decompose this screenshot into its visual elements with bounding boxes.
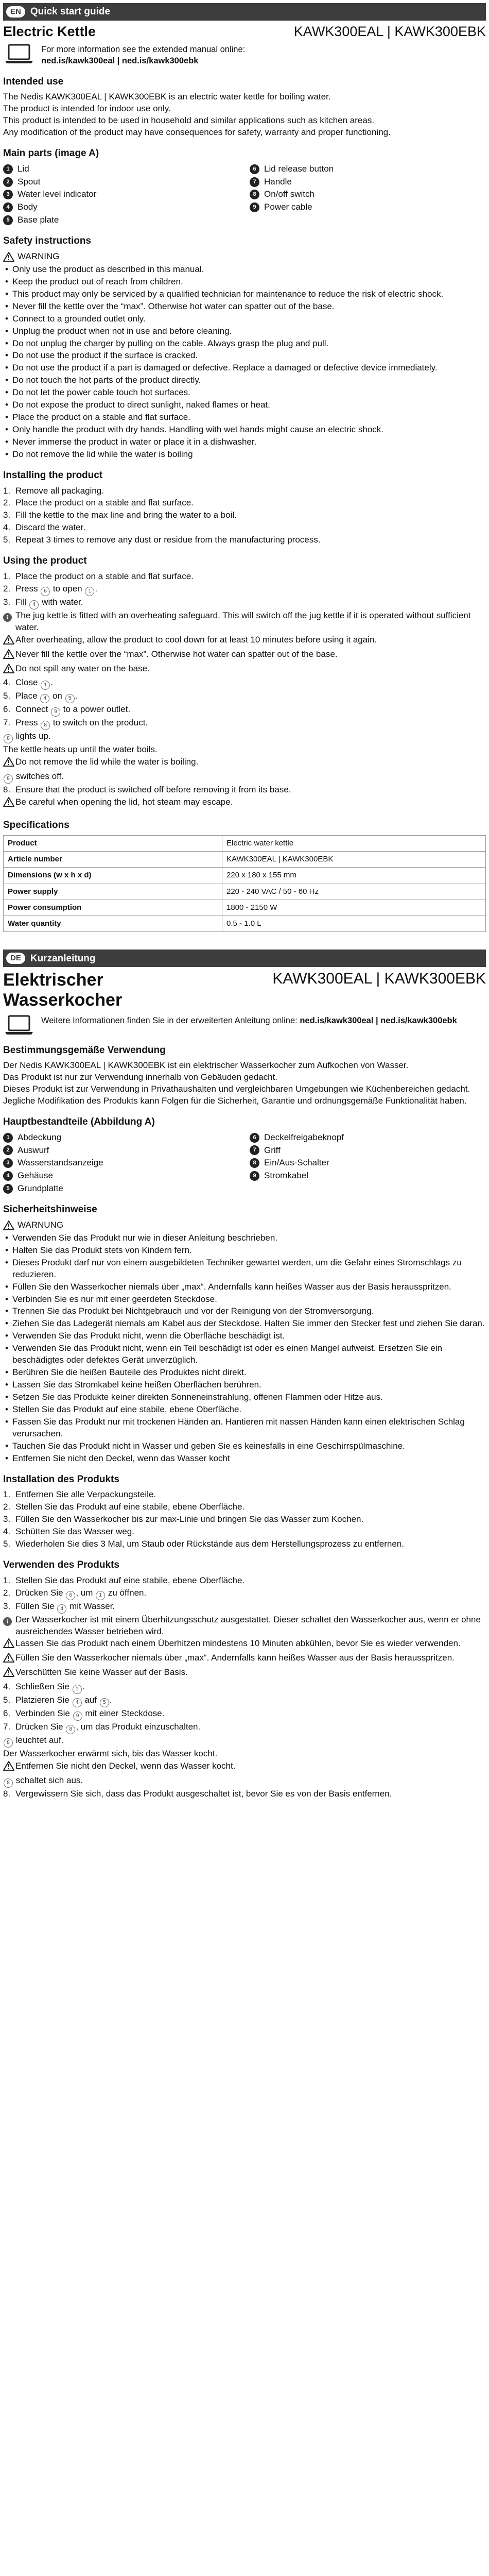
using-heading: Verwenden des Produkts bbox=[3, 1559, 119, 1570]
safety-item: • Halten Sie das Produkt stets von Kindern fern. bbox=[3, 1245, 486, 1257]
warning-note bbox=[3, 649, 486, 663]
warning-text: WARNING bbox=[18, 251, 60, 261]
part-label: Deckelfreigabeknopf bbox=[264, 1132, 344, 1142]
install-step: 2. Place the product on a stable and flat surface. bbox=[3, 497, 486, 509]
intended-use-heading: Bestimmungsgemäße Verwendung bbox=[3, 1044, 166, 1056]
part-number: 3 bbox=[3, 1158, 13, 1168]
part-label: Grundplatte bbox=[18, 1183, 63, 1194]
spec-value: 220 x 180 x 155 mm bbox=[222, 868, 486, 884]
spec-key: Article number bbox=[4, 852, 222, 868]
main-parts-heading: Main parts (image A) bbox=[3, 147, 99, 159]
warning-triangle-icon bbox=[3, 1667, 15, 1681]
install-step-text: Place the product on a stable and flat surface. bbox=[15, 498, 194, 508]
safety-item: • Never fill the kettle over the “max”. Otherwise hot water can spatter out of the base. bbox=[3, 301, 486, 313]
part-label: Lid release button bbox=[264, 163, 334, 174]
product-title: Elektrischer Wasserkocher bbox=[3, 970, 123, 1010]
warning-triangle-icon bbox=[3, 1221, 14, 1230]
safety-item: • Trennen Sie das Produkt bei Nichtgebrauch und vor der Reinigung von der Stromversorgung. bbox=[3, 1306, 486, 1317]
part-number: 2 bbox=[3, 1145, 13, 1155]
warning-triangle-icon bbox=[3, 756, 15, 770]
using-steps bbox=[3, 1575, 486, 1800]
warning-note bbox=[3, 1667, 486, 1681]
warning-note-text: Never fill the kettle over the “max”. Otherwise hot water can spatter out of the base. bbox=[15, 649, 338, 659]
info-note bbox=[3, 610, 486, 634]
model-number: KAWK300EAL | KAWK300EBK bbox=[272, 970, 486, 988]
part-item bbox=[3, 1145, 239, 1157]
spec-key: Power consumption bbox=[4, 900, 222, 916]
section-title: Quick start guide bbox=[30, 6, 111, 18]
part-number: 4 bbox=[3, 202, 13, 212]
spec-row bbox=[4, 916, 486, 932]
use-step-text: Fill 4 with water. bbox=[15, 597, 486, 609]
safety-item: • Entfernen Sie nicht den Deckel, wenn das Wasser kocht bbox=[3, 1453, 486, 1465]
safety-item: • Only handle the product with dry hands. Handling with wet hands might cause an electric shock. bbox=[3, 424, 486, 436]
part-label: Power cable bbox=[264, 202, 312, 212]
step-number: 8. bbox=[3, 785, 11, 795]
part-reference-icon: 1 bbox=[41, 681, 50, 690]
part-number: 5 bbox=[3, 215, 13, 225]
safety-item: • Setzen Sie das Produkte keiner direkten Sonneneinstrahlung, offenen Flammen oder Hitze aus. bbox=[3, 1392, 486, 1403]
section-de bbox=[3, 950, 486, 1800]
part-item bbox=[3, 163, 239, 175]
install-step-text: Wiederholen Sie dies 3 Mal, um Staub oder Rückstände aus dem Herstellungsprozess zu entfernen. bbox=[15, 1539, 405, 1549]
part-reference-icon: 8 bbox=[41, 721, 50, 730]
use-step bbox=[3, 571, 486, 583]
spec-row bbox=[4, 852, 486, 868]
safety-heading: Sicherheitshinweise bbox=[3, 1204, 97, 1215]
use-step bbox=[3, 597, 486, 609]
intended-use-line: Dieses Produkt ist zur Verwendung in Privathaushalten und vergleichbaren Umgebungen wie Küchenbereichen gedacht. bbox=[3, 1084, 470, 1094]
warning-note-text: Do not remove the lid while the water is boiling. bbox=[15, 757, 199, 767]
use-step-text: Verbinden Sie 9 mit einer Steckdose. bbox=[15, 1708, 486, 1721]
part-reference-icon: 9 bbox=[51, 707, 60, 717]
part-number: 1 bbox=[3, 1133, 13, 1143]
spec-key: Power supply bbox=[4, 884, 222, 900]
part-reference-icon: 8 bbox=[66, 1725, 75, 1734]
safety-list bbox=[3, 1232, 486, 1465]
use-step bbox=[3, 677, 486, 690]
part-number: 7 bbox=[250, 177, 259, 187]
warning-text: WARNUNG bbox=[18, 1219, 64, 1230]
step-number: 7. bbox=[3, 1722, 11, 1732]
part-reference-icon: 1 bbox=[96, 1591, 105, 1600]
safety-item: • Never immerse the product in water or place it in a dishwasher. bbox=[3, 436, 486, 448]
online-manual-note bbox=[4, 1015, 486, 1036]
part-label: Stromkabel bbox=[264, 1171, 308, 1181]
install-step: 4. Discard the water. bbox=[3, 522, 486, 534]
language-header-bar bbox=[3, 3, 486, 21]
safety-item: • Verwenden Sie das Produkt nicht, wenn die Oberfläche beschädigt ist. bbox=[3, 1330, 486, 1342]
part-label: Wasserstandsanzeige bbox=[18, 1158, 103, 1168]
part-number: 8 bbox=[250, 190, 259, 199]
install-step: 2. Stellen Sie das Produkt auf eine stabile, ebene Oberfläche. bbox=[3, 1501, 486, 1513]
safety-item: • Connect to a grounded outlet only. bbox=[3, 313, 486, 325]
install-step-text: Füllen Sie den Wasserkocher bis zur max-Linie und bringen Sie das Wasser zum Kochen. bbox=[15, 1514, 364, 1524]
intended-use-line: Das Produkt ist nur zur Verwendung innerhalb von Gebäuden gedacht. bbox=[3, 1072, 278, 1082]
spec-value: KAWK300EAL | KAWK300EBK bbox=[222, 852, 486, 868]
section-en bbox=[3, 3, 486, 932]
step-number: 7. bbox=[3, 718, 11, 728]
use-plain-text: 8 lights up. bbox=[3, 731, 486, 743]
laptop-icon bbox=[4, 44, 34, 64]
safety-item: • Do not touch the hot parts of the product directly. bbox=[3, 375, 486, 386]
install-step: 5. Repeat 3 times to remove any dust or residue from the manufacturing process. bbox=[3, 534, 486, 546]
use-step-text: Schließen Sie 1 . bbox=[15, 1681, 486, 1694]
use-step-text: Stellen Sie das Produkt auf eine stabile, ebene Oberfläche. bbox=[15, 1575, 245, 1585]
part-item bbox=[3, 1183, 239, 1195]
laptop-icon bbox=[4, 1015, 34, 1036]
part-reference-icon: 4 bbox=[29, 600, 39, 609]
warning-note-text: After overheating, allow the product to cool down for at least 10 minutes before using it again. bbox=[15, 634, 377, 645]
part-reference-icon: 8 bbox=[4, 1778, 13, 1788]
spec-value: 0.5 - 1.0 L bbox=[222, 916, 486, 932]
warning-note-text: Be careful when opening the lid, hot steam may escape. bbox=[15, 797, 233, 807]
spec-key: Product bbox=[4, 835, 222, 851]
part-label: On/off switch bbox=[264, 189, 315, 199]
step-number: 5. bbox=[3, 691, 11, 701]
installing-heading: Installing the product bbox=[3, 469, 103, 481]
step-number: 8. bbox=[3, 1789, 11, 1799]
part-item bbox=[3, 1157, 239, 1169]
part-number: 9 bbox=[250, 1171, 259, 1181]
info-icon-wrap bbox=[3, 610, 15, 634]
use-step bbox=[3, 690, 486, 703]
part-number: 3 bbox=[3, 190, 13, 199]
part-number: 2 bbox=[3, 177, 13, 187]
info-icon: i bbox=[3, 613, 12, 622]
intended-use-line: Any modification of the product may have consequences for safety, warranty and proper functioning. bbox=[3, 127, 391, 138]
part-label: Body bbox=[18, 202, 38, 212]
warning-triangle-icon bbox=[3, 649, 15, 663]
section-title: Kurzanleitung bbox=[30, 953, 96, 964]
manual-link[interactable]: ned.is/kawk300eal | ned.is/kawk300ebk bbox=[41, 56, 199, 66]
step-number: 4. bbox=[3, 1682, 11, 1692]
part-reference-icon: 5 bbox=[100, 1698, 109, 1707]
warning-note-text: Do not spill any water on the base. bbox=[15, 663, 150, 673]
safety-list bbox=[3, 264, 486, 461]
installing-heading: Installation des Produkts bbox=[3, 1473, 119, 1485]
safety-item: • Fassen Sie das Produkt nur mit trockenen Händen an. Hantieren mit nassen Händen kann einen elektrischen Schlag verursachen. bbox=[3, 1416, 486, 1440]
warning-note bbox=[3, 663, 486, 677]
language-badge: EN bbox=[6, 6, 25, 18]
language-header-bar bbox=[3, 950, 486, 967]
part-label: Auswurf bbox=[18, 1145, 49, 1155]
part-item bbox=[250, 201, 486, 213]
safety-item: • Do not let the power cable touch hot surfaces. bbox=[3, 387, 486, 399]
part-number: 6 bbox=[250, 1133, 259, 1143]
intended-use-text bbox=[3, 91, 486, 139]
use-step bbox=[3, 1788, 486, 1800]
warning-note-text: Füllen Sie den Wasserkocher niemals über „max“. Andernfalls kann heißes Wasser aus der Basis herausspritzen. bbox=[15, 1653, 455, 1663]
manual-link[interactable]: ned.is/kawk300eal | ned.is/kawk300ebk bbox=[300, 1015, 457, 1025]
part-label: Water level indicator bbox=[18, 189, 97, 199]
main-parts-list bbox=[3, 163, 486, 227]
warning-triangle-icon bbox=[3, 252, 14, 262]
part-label: Spout bbox=[18, 176, 41, 187]
part-reference-icon: 6 bbox=[41, 587, 50, 596]
step-number: 2. bbox=[3, 583, 11, 594]
spec-value: Electric water kettle bbox=[222, 835, 486, 851]
part-label: Lid bbox=[18, 163, 29, 174]
use-step-text: Drücken Sie 8 , um das Produkt einzuschalten. bbox=[15, 1721, 486, 1734]
part-item bbox=[3, 1132, 239, 1144]
part-reference-icon: 9 bbox=[73, 1711, 82, 1721]
step-number: 2. bbox=[3, 1587, 11, 1598]
warning-label bbox=[3, 251, 486, 263]
use-plain-text: 8 leuchtet auf. bbox=[3, 1735, 486, 1748]
main-parts-list bbox=[3, 1132, 486, 1195]
warning-triangle-icon bbox=[3, 663, 15, 677]
install-step: 3. Fill the kettle to the max line and bring the water to a boil. bbox=[3, 510, 486, 521]
part-label: Gehäuse bbox=[18, 1171, 53, 1181]
spec-value: 1800 - 2150 W bbox=[222, 900, 486, 916]
part-reference-icon: 1 bbox=[85, 587, 94, 596]
use-step bbox=[3, 1587, 486, 1600]
part-number: 8 bbox=[250, 1158, 259, 1168]
part-item bbox=[250, 176, 486, 188]
use-plain-text: The kettle heats up until the water boils. bbox=[3, 744, 158, 755]
use-plain-line bbox=[3, 1735, 486, 1748]
safety-item: • Do not remove the lid while the water is boiling bbox=[3, 449, 486, 461]
use-plain-line bbox=[3, 1748, 486, 1760]
part-number: 1 bbox=[3, 164, 13, 174]
manual-text: For more information see the extended manual online: bbox=[41, 45, 246, 55]
warning-label bbox=[3, 1219, 486, 1231]
safety-item: • Do not expose the product to direct sunlight, naked flames or heat. bbox=[3, 399, 486, 411]
use-step-text: Drücken Sie 6 , um 1 zu öffnen. bbox=[15, 1587, 486, 1600]
part-item bbox=[250, 1132, 486, 1144]
spec-key: Water quantity bbox=[4, 916, 222, 932]
part-number: 9 bbox=[250, 202, 259, 212]
installing-steps bbox=[3, 1489, 486, 1550]
intended-use-heading: Intended use bbox=[3, 76, 64, 87]
spec-row bbox=[4, 868, 486, 884]
use-step-text: Press 6 to open 1 . bbox=[15, 583, 486, 596]
part-reference-icon: 4 bbox=[40, 694, 49, 703]
part-item bbox=[250, 1145, 486, 1157]
part-reference-icon: 8 bbox=[4, 734, 13, 743]
part-item bbox=[3, 189, 239, 200]
language-badge: DE bbox=[6, 953, 25, 964]
step-number: 5. bbox=[3, 1695, 11, 1705]
step-number: 4. bbox=[3, 677, 11, 688]
warning-note bbox=[3, 1638, 486, 1652]
install-step: 4. Schütten Sie das Wasser weg. bbox=[3, 1526, 486, 1538]
info-icon: i bbox=[3, 1617, 12, 1626]
use-step bbox=[3, 1708, 486, 1721]
safety-item: • Stellen Sie das Produkt auf eine stabile, ebene Oberfläche. bbox=[3, 1404, 486, 1416]
safety-item: • Unplug the product when not in use and before cleaning. bbox=[3, 326, 486, 337]
use-step-text: Ensure that the product is switched off before removing it from its base. bbox=[15, 785, 291, 795]
step-number: 6. bbox=[3, 704, 11, 715]
step-number: 3. bbox=[3, 1601, 11, 1611]
safety-item: • Do not unplug the charger by pulling on the cable. Always grasp the plug and pull. bbox=[3, 338, 486, 350]
use-step-text: Place 4 on 5 . bbox=[15, 690, 486, 703]
part-reference-icon: 4 bbox=[57, 1604, 66, 1614]
installing-steps bbox=[3, 485, 486, 547]
product-title: Electric Kettle bbox=[3, 24, 96, 39]
warning-triangle-icon bbox=[3, 634, 15, 648]
use-step bbox=[3, 1681, 486, 1694]
model-number: KAWK300EAL | KAWK300EBK bbox=[293, 24, 486, 39]
part-reference-icon: 8 bbox=[4, 1738, 13, 1748]
safety-item: • Only use the product as described in this manual. bbox=[3, 264, 486, 276]
part-label: Ein/Aus-Schalter bbox=[264, 1158, 329, 1168]
part-item bbox=[250, 163, 486, 175]
part-number: 4 bbox=[3, 1171, 13, 1181]
install-step-text: Entfernen Sie alle Verpackungsteile. bbox=[15, 1489, 156, 1500]
use-step-text: Place the product on a stable and flat surface. bbox=[15, 571, 194, 581]
info-note bbox=[3, 1614, 486, 1638]
title-row bbox=[3, 24, 486, 40]
use-plain-text: 8 switches off. bbox=[3, 771, 486, 784]
use-step bbox=[3, 1575, 486, 1587]
use-step-text: Connect 9 to a power outlet. bbox=[15, 704, 486, 717]
install-step: 5. Wiederholen Sie dies 3 Mal, um Staub oder Rückstände aus dem Herstellungsprozess zu entfernen. bbox=[3, 1538, 486, 1550]
part-reference-icon: 4 bbox=[73, 1698, 82, 1707]
safety-item: • Lassen Sie das Stromkabel keine heißen Oberflächen berühren. bbox=[3, 1379, 486, 1391]
part-label: Base plate bbox=[18, 215, 59, 225]
use-plain-line bbox=[3, 771, 486, 784]
warning-note bbox=[3, 796, 486, 810]
safety-item: • This product may only be serviced by a qualified technician for maintenance to reduce the risk of electric shock. bbox=[3, 289, 486, 300]
safety-item: • Do not use the product if the surface is cracked. bbox=[3, 350, 486, 362]
spec-row bbox=[4, 835, 486, 851]
part-item bbox=[3, 214, 239, 226]
warning-note bbox=[3, 1760, 486, 1774]
use-plain-text: 8 schaltet sich aus. bbox=[3, 1775, 486, 1788]
safety-item: • Do not use the product if a part is damaged or defective. Replace a damaged or defective device immediately. bbox=[3, 362, 486, 374]
use-plain-text: Der Wasserkocher erwärmt sich, bis das Wasser kocht. bbox=[3, 1749, 218, 1759]
spec-value: 220 - 240 VAC / 50 - 60 Hz bbox=[222, 884, 486, 900]
use-step bbox=[3, 717, 486, 730]
spec-row bbox=[4, 884, 486, 900]
part-number: 6 bbox=[250, 164, 259, 174]
part-item bbox=[3, 1170, 239, 1182]
safety-item: • Place the product on a stable and flat surface. bbox=[3, 412, 486, 423]
safety-item: • Dieses Produkt darf nur von einem ausgebildeten Techniker gewartet werden, um die Gefahr eines Stromschlags zu reduzieren. bbox=[3, 1257, 486, 1281]
install-step-text: Stellen Sie das Produkt auf eine stabile, ebene Oberfläche. bbox=[15, 1502, 245, 1512]
install-step: 1. Entfernen Sie alle Verpackungsteile. bbox=[3, 1489, 486, 1501]
using-heading: Using the product bbox=[3, 555, 87, 567]
use-step-text: Press 8 to switch on the product. bbox=[15, 717, 486, 730]
use-step-text: Platzieren Sie 4 auf 5 . bbox=[15, 1694, 486, 1707]
part-label: Griff bbox=[264, 1145, 281, 1155]
spec-row bbox=[4, 900, 486, 916]
safety-item: • Berühren Sie die heißen Bauteile des Produktes nicht direkt. bbox=[3, 1367, 486, 1379]
warning-triangle-icon bbox=[3, 796, 15, 810]
use-step bbox=[3, 784, 486, 796]
step-number: 3. bbox=[3, 597, 11, 607]
part-reference-icon: 5 bbox=[65, 694, 75, 703]
part-item bbox=[250, 1170, 486, 1182]
warning-note-text: Lassen Sie das Produkt nach einem Überhitzen mindestens 10 Minuten abkühlen, bevor Sie es wieder verwenden. bbox=[15, 1638, 461, 1649]
install-step-text: Schütten Sie das Wasser weg. bbox=[15, 1527, 134, 1537]
part-label: Abdeckung bbox=[18, 1132, 62, 1142]
use-step bbox=[3, 1721, 486, 1734]
warning-triangle-icon bbox=[3, 1638, 15, 1652]
safety-item: • Verwenden Sie das Produkt nur wie in dieser Anleitung beschrieben. bbox=[3, 1232, 486, 1244]
online-manual-note bbox=[4, 44, 486, 67]
warning-note bbox=[3, 1652, 486, 1666]
step-number: 1. bbox=[3, 1575, 11, 1585]
part-reference-icon: 8 bbox=[4, 774, 13, 784]
warning-triangle-icon bbox=[3, 1652, 15, 1666]
step-number: 6. bbox=[3, 1708, 11, 1719]
info-text: The jug kettle is fitted with an overheating safeguard. This will switch off the jug kettle if it is operated without sufficient water. bbox=[15, 610, 471, 632]
install-step: 1. Remove all packaging. bbox=[3, 485, 486, 497]
install-step-text: Repeat 3 times to remove any dust or residue from the manufacturing process. bbox=[15, 535, 321, 545]
spec-key: Dimensions (w x h x d) bbox=[4, 868, 222, 884]
part-item bbox=[250, 189, 486, 200]
part-reference-icon: 1 bbox=[73, 1685, 82, 1694]
warning-note-text: Verschütten Sie keine Wasser auf der Basis. bbox=[15, 1667, 188, 1677]
title-row bbox=[3, 970, 486, 1010]
main-parts-heading: Hauptbestandteile (Abbildung A) bbox=[3, 1116, 155, 1127]
info-text: Der Wasserkocher ist mit einem Überhitzungsschutz ausgestattet. Dieser schaltet den Wasserkocher aus, wenn er ohne ausreichendes Wasser betrieben wird. bbox=[15, 1614, 481, 1636]
use-step-text: Füllen Sie 4 mit Wasser. bbox=[15, 1601, 486, 1614]
intended-use-text bbox=[3, 1060, 486, 1107]
part-item bbox=[3, 201, 239, 213]
use-plain-line bbox=[3, 744, 486, 756]
use-step bbox=[3, 704, 486, 717]
warning-note bbox=[3, 634, 486, 648]
intended-use-line: The Nedis KAWK300EAL | KAWK300EBK is an electric water kettle for boiling water. bbox=[3, 92, 331, 102]
safety-item: • Verwenden Sie das Produkt nicht, wenn ein Teil beschädigt ist oder es einen Mangel aufweist. Ersetzen Sie ein beschädigtes oder defektes Gerät unverzüglich. bbox=[3, 1343, 486, 1366]
install-step: 3. Füllen Sie den Wasserkocher bis zur max-Linie und bringen Sie das Wasser zum Kochen. bbox=[3, 1514, 486, 1526]
install-step-text: Discard the water. bbox=[15, 522, 86, 533]
use-step bbox=[3, 583, 486, 596]
warning-note-text: Entfernen Sie nicht den Deckel, wenn das Wasser kocht. bbox=[15, 1761, 236, 1771]
intended-use-line: Jegliche Modifikation des Produkts kann Folgen für die Sicherheit, Garantie und ordnungsgemäße Funktionalität haben. bbox=[3, 1096, 467, 1106]
using-steps bbox=[3, 571, 486, 810]
use-step bbox=[3, 1694, 486, 1707]
safety-item: • Keep the product out of reach from children. bbox=[3, 276, 486, 288]
use-step bbox=[3, 1601, 486, 1614]
step-number: 1. bbox=[3, 571, 11, 581]
use-step-text: Close 1 . bbox=[15, 677, 486, 690]
specifications-heading: Specifications bbox=[3, 820, 69, 831]
install-step-text: Fill the kettle to the max line and bring the water to a boil. bbox=[15, 510, 237, 520]
use-plain-line bbox=[3, 731, 486, 743]
part-label: Handle bbox=[264, 176, 292, 187]
intended-use-line: This product is intended to be used in household and similar applications such as kitchen areas. bbox=[3, 115, 375, 126]
safety-item: • Tauchen Sie das Produkt nicht in Wasser und geben Sie es keinesfalls in eine Geschirrspülmaschine. bbox=[3, 1440, 486, 1452]
warning-note bbox=[3, 756, 486, 770]
part-number: 5 bbox=[3, 1184, 13, 1194]
warning-triangle-icon bbox=[3, 1760, 15, 1774]
use-step-text: Vergewissern Sie sich, dass das Produkt ausgeschaltet ist, bevor Sie es von der Basis entfernen. bbox=[15, 1789, 392, 1799]
intended-use-line: Der Nedis KAWK300EAL | KAWK300EBK ist ein elektrischer Wasserkocher zum Aufkochen von Wasser. bbox=[3, 1060, 409, 1071]
safety-heading: Safety instructions bbox=[3, 235, 92, 247]
use-plain-line bbox=[3, 1775, 486, 1788]
specifications-table bbox=[3, 835, 486, 933]
intended-use-line: The product is intended for indoor use only. bbox=[3, 104, 171, 114]
part-number: 7 bbox=[250, 1145, 259, 1155]
info-icon-wrap bbox=[3, 1614, 15, 1638]
part-item bbox=[3, 176, 239, 188]
install-step-text: Remove all packaging. bbox=[15, 485, 104, 496]
safety-item: • Verbinden Sie es nur mit einer geerdeten Steckdose. bbox=[3, 1294, 486, 1306]
safety-item: • Ziehen Sie das Ladegerät niemals am Kabel aus der Steckdose. Halten Sie immer den Stecker fest und ziehen Sie daran. bbox=[3, 1318, 486, 1330]
part-reference-icon: 6 bbox=[66, 1591, 75, 1600]
part-item bbox=[250, 1157, 486, 1169]
safety-item: • Füllen Sie den Wasserkocher niemals über „max“. Andernfalls kann heißes Wasser aus der Basis herausspritzen. bbox=[3, 1281, 486, 1293]
manual-text: Weitere Informationen finden Sie in der erweiterten Anleitung online: bbox=[41, 1015, 298, 1025]
